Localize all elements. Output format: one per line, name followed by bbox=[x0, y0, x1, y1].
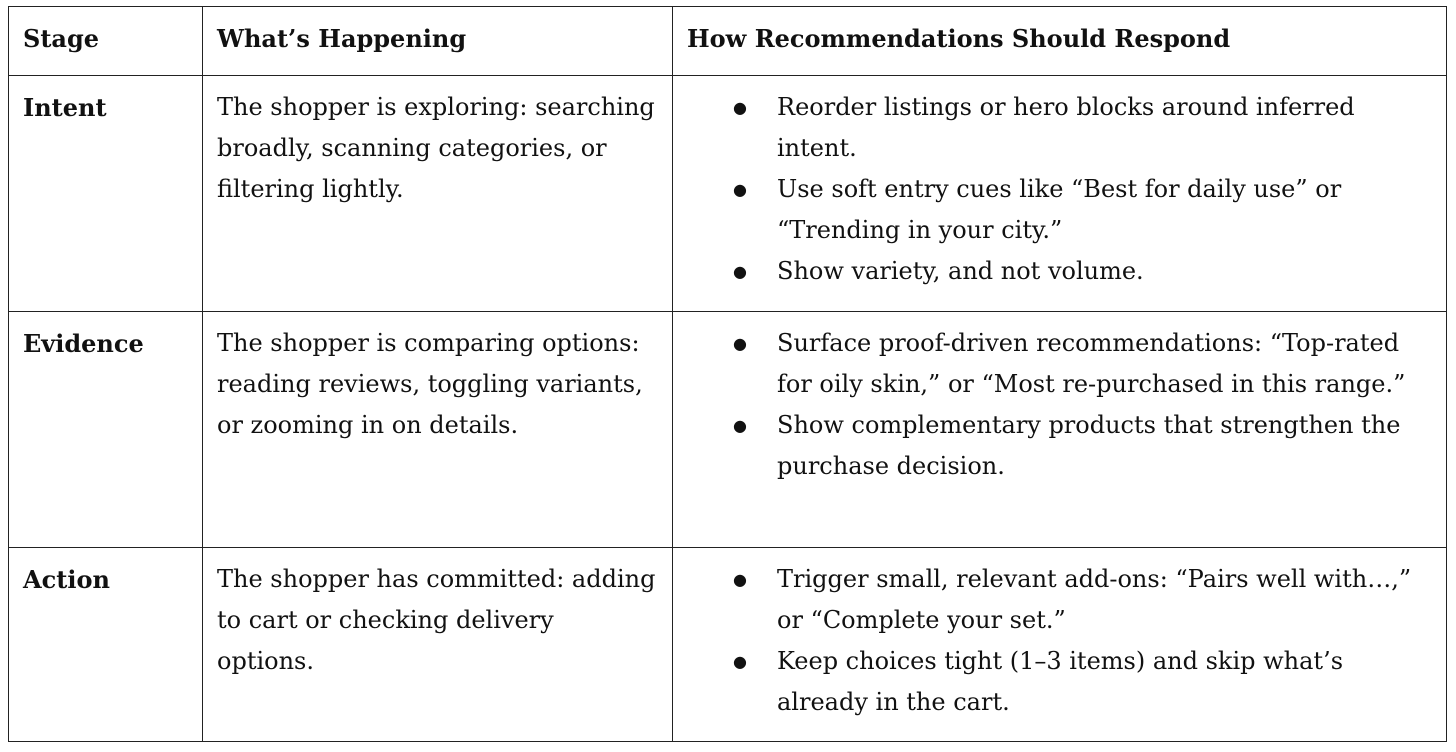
bullet-icon: ● bbox=[733, 652, 747, 671]
list-item bbox=[733, 559, 1432, 641]
bullet-icon: ● bbox=[733, 416, 747, 435]
respond-cell bbox=[673, 312, 1447, 548]
stage-cell: Intent bbox=[9, 76, 203, 312]
table-row bbox=[9, 76, 1447, 312]
list-item-text: Trigger small, relevant add-ons: “Pairs well with…,” or “Complete your set.” bbox=[777, 565, 1412, 634]
respond-list bbox=[687, 87, 1432, 292]
list-item-text: Keep choices tight (1–3 items) and skip what’s already in the cart. bbox=[777, 647, 1344, 716]
bullet-icon: ● bbox=[733, 98, 747, 117]
table-row bbox=[9, 312, 1447, 548]
bullet-icon: ● bbox=[733, 180, 747, 199]
respond-list bbox=[687, 323, 1432, 487]
list-item bbox=[733, 87, 1432, 169]
header-stage: Stage bbox=[9, 7, 203, 76]
stage-cell: Action bbox=[9, 548, 203, 742]
list-item-text: Reorder listings or hero blocks around inferred intent. bbox=[777, 93, 1355, 162]
list-item bbox=[733, 323, 1432, 405]
happening-cell: The shopper has committed: adding to cart or checking delivery options. bbox=[203, 548, 673, 742]
recommendations-table bbox=[8, 6, 1447, 742]
list-item-text: Use soft entry cues like “Best for daily use” or “Trending in your city.” bbox=[777, 175, 1342, 244]
header-row bbox=[9, 7, 1447, 76]
header-how-recommendations-respond: How Recommendations Should Respond bbox=[673, 7, 1447, 76]
list-item-text: Surface proof-driven recommendations: “Top-rated for oily skin,” or “Most re-purchased in this range.” bbox=[777, 329, 1406, 398]
list-item bbox=[733, 169, 1432, 251]
happening-cell: The shopper is exploring: searching broadly, scanning categories, or filtering lightly. bbox=[203, 76, 673, 312]
list-item-text: Show variety, and not volume. bbox=[777, 257, 1144, 285]
table-row bbox=[9, 548, 1447, 742]
respond-cell bbox=[673, 76, 1447, 312]
list-item bbox=[733, 251, 1432, 292]
happening-cell: The shopper is comparing options: reading reviews, toggling variants, or zooming in on details. bbox=[203, 312, 673, 548]
bullet-icon: ● bbox=[733, 262, 747, 281]
respond-cell bbox=[673, 548, 1447, 742]
list-item-text: Show complementary products that strengthen the purchase decision. bbox=[777, 411, 1401, 480]
bullet-icon: ● bbox=[733, 570, 747, 589]
bullet-icon: ● bbox=[733, 334, 747, 353]
stage-cell: Evidence bbox=[9, 312, 203, 548]
list-item bbox=[733, 641, 1432, 723]
header-whats-happening: What’s Happening bbox=[203, 7, 673, 76]
list-item bbox=[733, 405, 1432, 487]
respond-list bbox=[687, 559, 1432, 723]
